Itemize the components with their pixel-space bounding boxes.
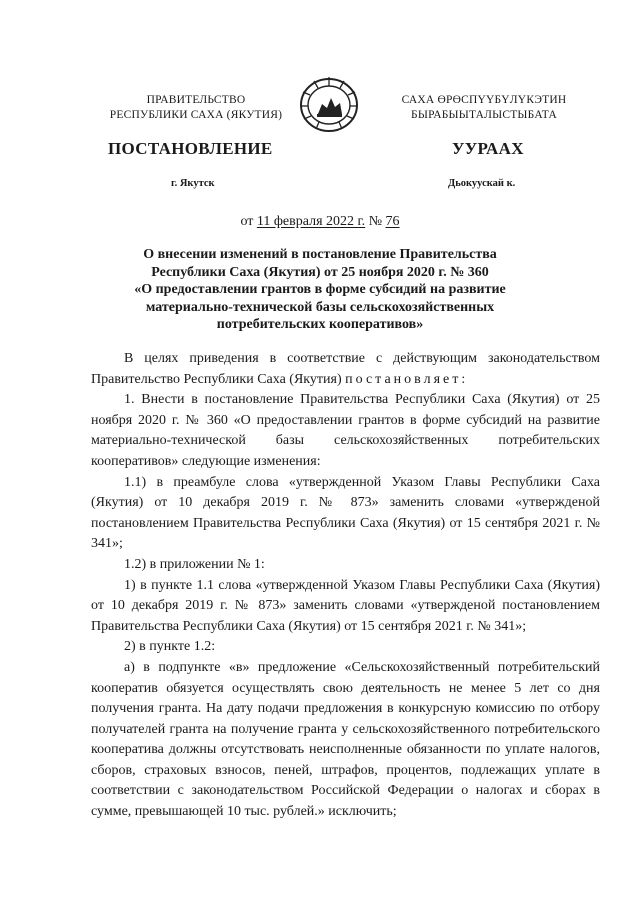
header-left-line2: РЕСПУБЛИКИ САХА (ЯКУТИЯ): [109, 109, 283, 121]
doc-type-ru: ПОСТАНОВЛЕНИЕ: [108, 139, 273, 158]
paragraph-item-1: 1) в пункте 1.1 слова «утвержденной Указом Главы Республики Саха (Якутия) от 10 декабря 2019 г. № 873» заменить словами «утвержденой постановлением Правительства Республики Саха (Якутия) от 15 сентября 2021 г. № 341»;: [91, 577, 600, 634]
city-sah: Дьокуускай к.: [448, 178, 516, 189]
paragraph-1-1: 1.1) в преамбуле слова «утвержденной Указом Главы Республики Саха (Якутия) от 10 декабря 2019 г. № 873» заменить словами «утвержденой постановлением Правительства Республики Саха (Якутия) от 15 сентября 2021 г. № 341»;: [91, 474, 600, 552]
document-number: 76: [385, 214, 400, 229]
title-line: «О предоставлении грантов в форме субсидий на развитие: [134, 282, 506, 297]
paragraph-1: 1. Внести в постановление Правительства Республики Саха (Якутия) от 25 ноября 2020 г. № 360 «О предоставлении грантов в форме субсидий на развитие материально-технической базы сельскохозяйственных потребительских кооперативов» следующие изменения:: [91, 392, 600, 469]
paragraph-1-2: 1.2) в приложении № 1:: [124, 556, 265, 572]
resolves-word: постановляет:: [345, 371, 469, 387]
paragraph-item-2: 2) в пункте 1.2:: [124, 639, 216, 655]
number-prefix: №: [368, 214, 383, 229]
doc-type-sah: УУРААХ: [452, 139, 524, 158]
date-line: [0, 214, 640, 230]
yakutia-emblem-icon: [298, 76, 360, 134]
header-left-block: [96, 93, 296, 123]
preamble-text: В целях приведения в соответствие с действующим законодательством Правительство Республики Саха (Якутия): [91, 351, 600, 387]
title-line: материально-технической базы сельскохозяйственных: [145, 299, 495, 315]
document-date: 11 февраля 2022 г.: [256, 214, 366, 229]
header-right-block: [384, 93, 584, 123]
header-right-line2: БЫРАБЫЫТАЛЫСТЫБАТА: [411, 109, 557, 121]
document-body: [91, 349, 600, 823]
paragraph-item-a: а) в подпункте «в» предложение «Сельскохозяйственный потребительский кооператив обязуется осуществлять свою деятельность не менее 5 лет со дня получения гранта. На дату подачи предложения в конкурсную комиссию по отбору получателей гранта на получение гранта у сельскохозяйственного потребительского кооператива должны отсутствовать неисполненные обязанности по уплате налогов, сборов, страховых взносов, пеней, штрафов, процентов, подлежащих уплате в соответствии с законодательством Российской Федерации о налогах и сборах в сумме, превышающей 10 тыс. рублей.» исключить;: [91, 659, 600, 820]
document-title: [100, 246, 540, 334]
city-ru: г. Якутск: [171, 178, 215, 189]
title-line: Республики Саха (Якутия) от 25 ноября 2020 г. № 360: [151, 264, 489, 280]
header-right-line1: САХА ӨРӨСПҮҮБҮЛҮКЭТИН: [401, 94, 567, 106]
title-line: потребительских кооперативов»: [216, 317, 424, 332]
header-left-line1: ПРАВИТЕЛЬСТВО: [146, 94, 246, 106]
date-prefix: от: [240, 214, 254, 229]
title-line: О внесении изменений в постановление Правительства: [143, 247, 497, 262]
paragraph-preamble: [91, 349, 600, 390]
